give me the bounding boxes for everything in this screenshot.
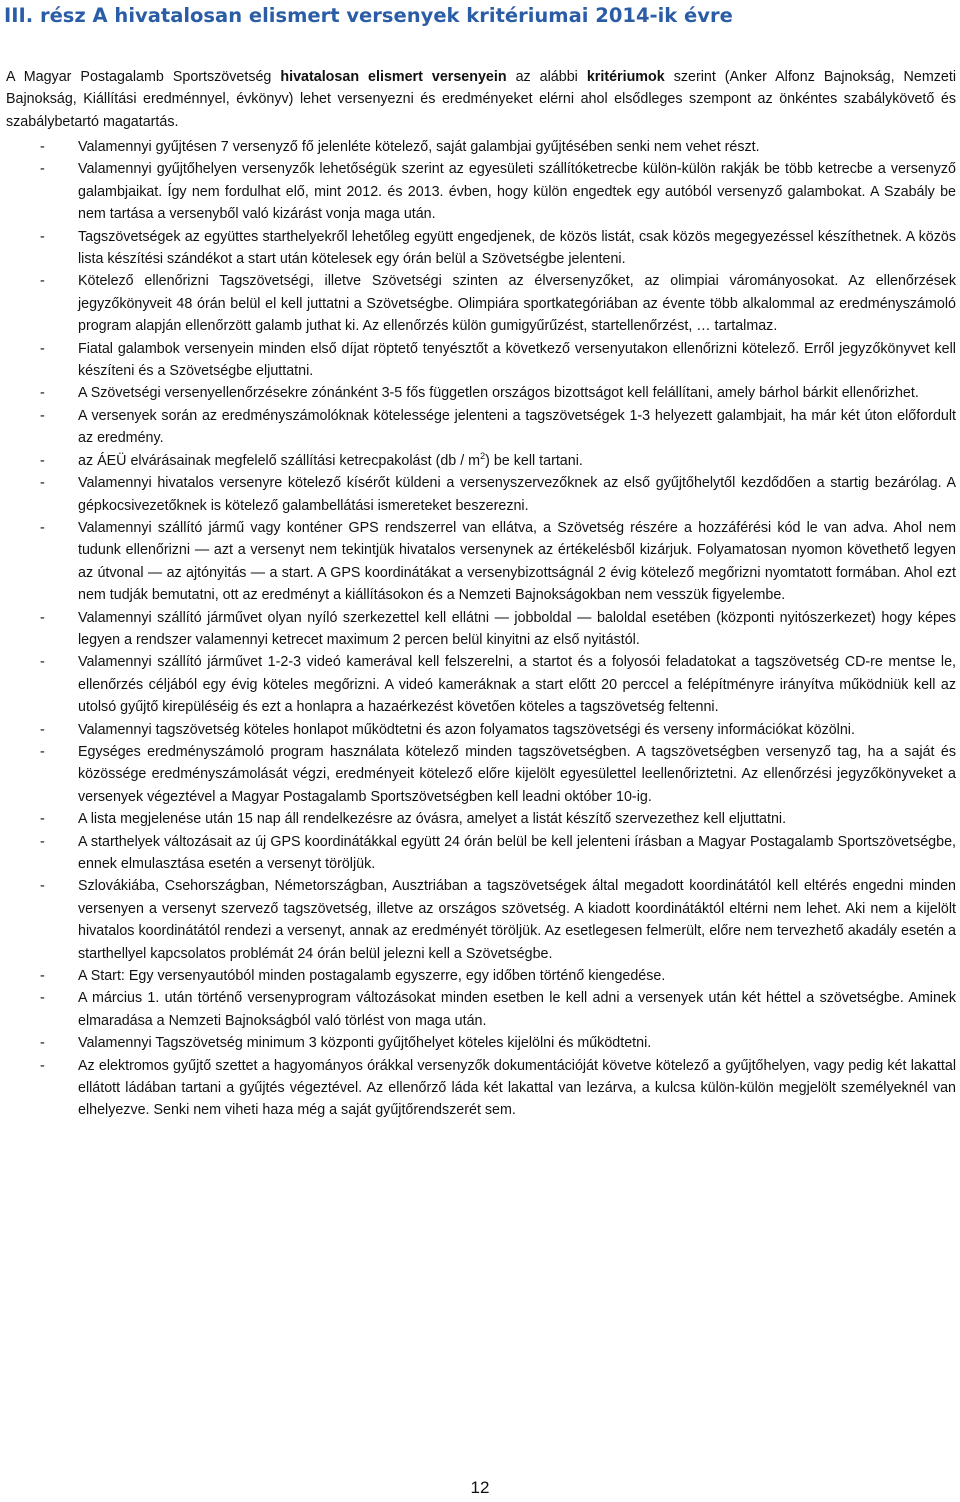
list-item-text: Valamennyi gyűjtésen 7 versenyző fő jelenléte kötelező, saját galambjai gyűjtésében senki nem vehet részt. — [78, 139, 760, 155]
list-item — [0, 741, 960, 808]
list-item — [0, 1055, 960, 1122]
bullet-dash: - — [40, 654, 45, 671]
bullet-dash: - — [40, 609, 45, 626]
list-item-text: Tagszövetségek az együttes starthelyekről lehetőleg együtt engedjenek, de közös listát, csak közös megegyezéssel készíthetnek. A közös lista készítési szándékot a start után kötelesek egy órán belül a Szövetségbe jelenteni. — [78, 228, 956, 268]
list-item — [0, 987, 960, 1032]
list-item — [0, 382, 960, 404]
bullet-dash: - — [40, 743, 45, 760]
list-item — [0, 450, 960, 472]
intro-paragraph — [6, 66, 956, 133]
bullet-dash: - — [40, 228, 45, 245]
list-item-text: A Start: Egy versenyautóból minden postagalamb egyszerre, egy időben történő kiengedése. — [78, 968, 666, 985]
bullet-dash: - — [40, 161, 45, 178]
list-item — [0, 517, 960, 607]
list-item-text: Valamennyi szállító jármű vagy konténer GPS rendszerrel van ellátva, a Szövetség részére a hozzáférési kód le van adva. Ahol nem tudunk ellenőrizni — azt a versenyt nem tekintjük hivatalos versenynek az értékelésből kizárjuk. Folyamatosan nyomon követhető legyen az útvonal — az ajtónyitás — a start. A GPS koordinátákat a versenybizottságnál 2 évig kötelező megőrizni nyomtatott formában. Ahol ezt nem tudják bemutatni, ott az eredményt a kiállításokon és a Nemzeti Bajnokságokban nem vesszük figyelembe. — [78, 519, 956, 604]
bullet-dash: - — [40, 385, 45, 402]
list-item-text-before: az ÁEÜ elvárásainak megfelelő szállítási ketrecpakolást (db / m — [78, 452, 481, 469]
bullet-dash: - — [40, 452, 45, 469]
list-item — [0, 158, 960, 225]
intro-bold-2: kritériumok — [586, 69, 665, 85]
list-item — [0, 405, 960, 450]
list-item — [0, 338, 960, 383]
bullet-dash: - — [40, 968, 45, 985]
bullet-dash: - — [40, 833, 45, 850]
list-item-text: A starthelyek változásait az új GPS koordinátákkal együtt 24 órán belül be kell jelenteni írásban a Magyar Postagalamb Sportszövetségbe, ennek elmulasztása esetén a versenyt töröljük. — [78, 833, 956, 872]
bullet-dash: - — [40, 721, 45, 738]
list-item-text: A Szövetségi versenyellenőrzésekre zónánként 3-5 fős független országos bizottságot kell felállítani, amely bárhol bárkit ellenőrizhet. — [78, 385, 919, 402]
list-item — [0, 719, 960, 741]
bullet-dash: - — [40, 990, 45, 1007]
list-item-text: Valamennyi hivatalos versenyre kötelező kísérőt küldeni a versenyszervezőknek az első gyűjtőhelytől kezdődően a startig bezárólag. A gépkocsivezetőknek is kötelező galambellátási ismereteket beszerezni. — [78, 475, 956, 514]
bullet-dash: - — [40, 407, 45, 424]
intro-text-2: az alábbi — [506, 69, 587, 85]
list-item-text: A március 1. után történő versenyprogram változásokat minden esetben le kell adni a versenyek után két héttel a szövetségbe. Aminek elmaradása a Nemzeti Bajnokságból való törlést von maga után. — [78, 990, 956, 1029]
list-item — [0, 651, 960, 718]
list-item — [0, 965, 960, 987]
list-item-text: Egységes eredményszámoló program használata kötelező minden tagszövetségben. A tagszövetségben versenyző tag, ha a saját és közössége eredményszámolását végzi, eredményeit kötelező előre kijelölt egyesülettel leellenőriztetni. Az ellenőrzési jegyzőkönyveket a versenyek végeztével a Magyar Postagalamb Sportszövetségben kell leadni október 10-ig. — [78, 743, 956, 805]
superscript-two: 2 — [480, 450, 486, 461]
list-item — [0, 875, 960, 965]
bullet-dash: - — [40, 475, 45, 492]
bullet-dash: - — [40, 519, 45, 536]
bullet-dash: - — [40, 139, 45, 155]
bullet-dash: - — [40, 878, 45, 895]
list-item-text: Kötelező ellenőrizni Tagszövetségi, illetve Szövetségi szinten az élversenyzőket, az olimpiai várományosokat. Az ellenőrzések jegyzőkönyveit 48 órán belül el kell juttatni a Szövetségbe. Olimpiára sportkategóriában az évente több alkalommal az eredményszámoló program alapján ellenőrzött galamb juthat ki. Az ellenőrzés külön gumigyűrűzést, startellenőrzést, … tartalmaz. — [78, 273, 956, 335]
bullet-dash: - — [40, 811, 45, 828]
list-item-text: Valamennyi tagszövetség köteles honlapot működtetni és azon folyamatos tagszövetségi és verseny információkat közölni. — [78, 721, 855, 738]
bullet-dash: - — [40, 340, 45, 357]
list-item — [0, 607, 960, 652]
list-item-text: Szlovákiába, Csehországban, Németországban, Ausztriában a tagszövetségek által megadott koordinátától kell eltérés engedni minden versenyen a versenyt szervező tagszövetség, illetve az országos szövetség. A kiadott koordinátáktól eltérni nem lehet. Aki nem a kijelölt hivatalos koordinátától rendezi a versenyt, annak az eredményét töröljük. Az esetlegesen felmerült, előre nem tervezhető akadály esetén a starthellyel kapcsolatos problémát 24 órán belül jelezni kell a Szövetségbe. — [78, 878, 956, 962]
list-item — [0, 270, 960, 337]
list-item — [0, 1032, 960, 1054]
criteria-list — [0, 136, 960, 1122]
intro-text-3: szerint (Anker Alfonz Bajnokság, Nemzeti Bajnokság, Kiállítási eredménnyel, évkönyv) lehet versenyezni és eredményeket elérni ahol elsődleges szempont az önkéntes szabálykövető és szabálybetartó magatartás. — [6, 69, 956, 130]
bullet-dash: - — [40, 273, 45, 290]
list-item-text-after: ) be kell tartani. — [485, 452, 583, 469]
page-number: 12 — [470, 1478, 490, 1497]
list-item — [0, 136, 960, 158]
list-item-text: Fiatal galambok versenyein minden első díjat röptető tenyésztőt a következő versenyutakon ellenőrizni kötelező. Erről jegyzőkönyvet kell készíteni és a Szövetségbe eljuttatni. — [78, 340, 956, 380]
bullet-dash: - — [40, 1057, 45, 1074]
intro-bold-1: hivatalosan elismert versenyein — [280, 69, 507, 85]
page-title: III. rész A hivatalosan elismert versenyek kritériumai 2014-ik évre — [4, 4, 733, 27]
list-item-text: Valamennyi szállító járművet 1-2-3 videó kamerával kell felszerelni, a startot és a folyosói feladatokat a tagszövetség CD-re mentse le, ellenőrzés céljából egy évig köteles megőrizni. A videó kameráknak a start előtt 20 perccel a felépítményre irányítva működniük kell az utolsó gyűjtő kirepüléséig és ezt a honlapra a hazaérkezést követően köteles a tagszövetség feltenni. — [78, 654, 956, 716]
list-item-text: A versenyek során az eredményszámolóknak kötelessége jelenteni a tagszövetségek 1-3 helyezett galambjait, ha már két úton előfordult az eredmény. — [78, 407, 956, 447]
list-item — [0, 226, 960, 271]
list-item-text: A lista megjelenése után 15 nap áll rendelkezésre az óvásra, amelyet a listát készítő szervezethez kell eljuttatni. — [78, 811, 787, 828]
list-item — [0, 472, 960, 517]
list-item-text: Valamennyi szállító járművet olyan nyíló szerkezettel kell ellátni — jobboldal — baloldal esetében (központi nyitószerkezet) hogy képes legyen a rendszer valamennyi ketrecet maximum 2 percen belül kinyitni az első nyitástól. — [78, 609, 956, 648]
list-item — [0, 808, 960, 830]
intro-text-1: A Magyar Postagalamb Sportszövetség — [6, 69, 281, 85]
list-item-text: Az elektromos gyűjtő szettet a hagyományos órákkal versenyzők dokumentációját követve kötelező a gyűjtőhelyen, vagy pedig két lakattal ellátott ládában tartani a gyűjtés végeztével. Az ellenőrző láda két lakattal van lezárva, a kulcsa külön-külön megjelölt személyeknél van elhelyezve. Senki nem viheti haza még a saját gyűjtőrendszerét sem. — [78, 1057, 956, 1119]
bullet-dash: - — [40, 1035, 45, 1052]
list-item — [0, 831, 960, 876]
list-item-text: Valamennyi Tagszövetség minimum 3 központi gyűjtőhelyet köteles kijelölni és működtetni. — [78, 1035, 652, 1052]
list-item-text: Valamennyi gyűjtőhelyen versenyzők lehetőségük szerint az egyesületi szállítóketrecbe külön-külön rakják be több ketrecbe a versenyző galambjaikat. Így nem fordulhat elő, mint 2012. és 2013. évben, hogy külön engedtek egy autóból versenyző galambokat. A Szabály be nem tartása a versenyből való kizárást vonja maga után. — [78, 161, 956, 223]
